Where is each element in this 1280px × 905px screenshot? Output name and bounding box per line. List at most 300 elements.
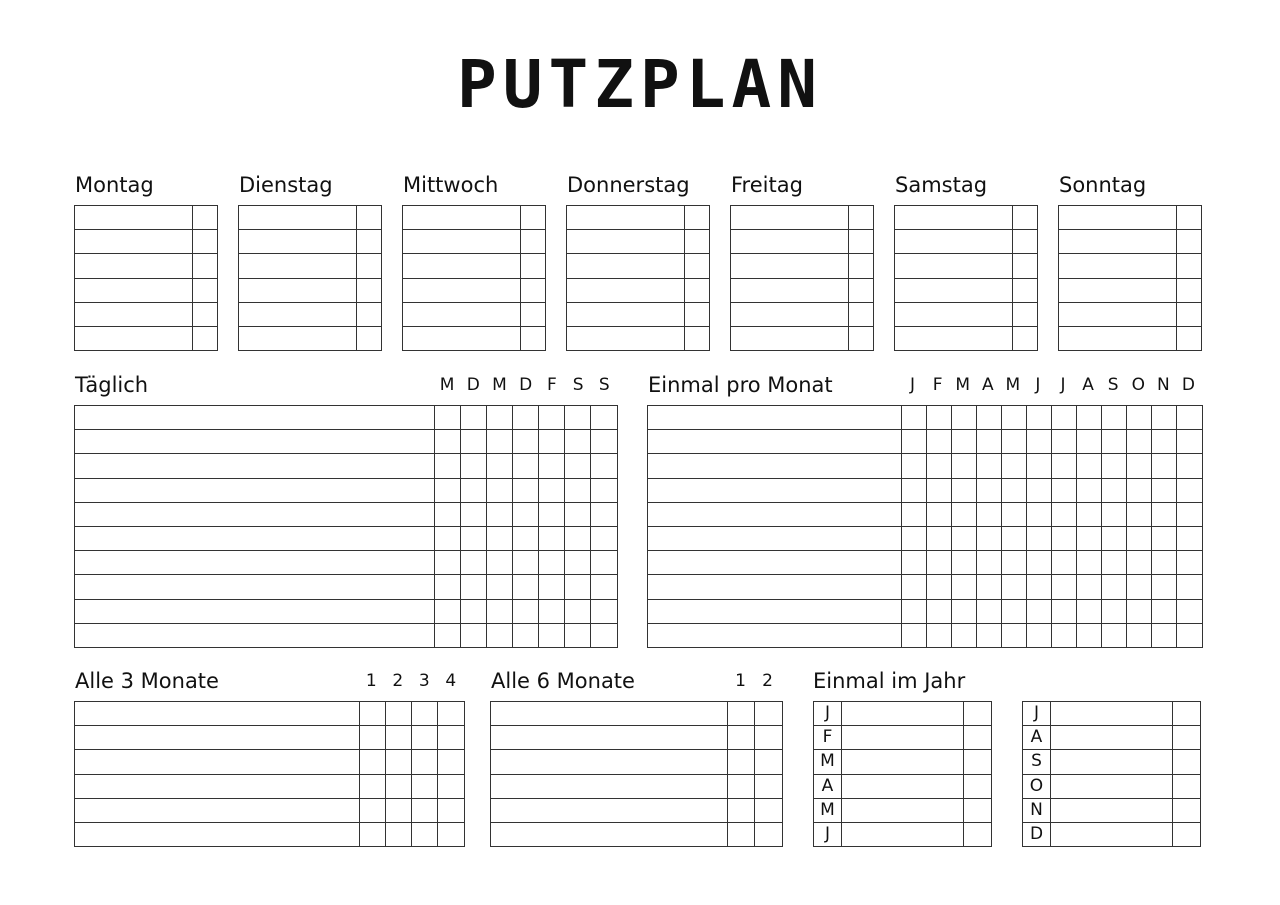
- checkbox-cell[interactable]: [1127, 599, 1152, 623]
- task-entry-cell[interactable]: [403, 278, 521, 302]
- checkbox-cell[interactable]: [487, 575, 513, 599]
- checkbox-cell[interactable]: [565, 454, 591, 478]
- checkbox-cell[interactable]: [902, 454, 927, 478]
- checkbox-cell[interactable]: [977, 454, 1002, 478]
- checkbox-cell[interactable]: [728, 702, 755, 726]
- checkbox-cell[interactable]: [1013, 206, 1038, 230]
- task-entry-cell[interactable]: [403, 254, 521, 278]
- checkbox-cell[interactable]: [1077, 430, 1102, 454]
- checkbox-cell[interactable]: [521, 206, 546, 230]
- checkbox-cell[interactable]: [952, 623, 977, 647]
- checkbox-cell[interactable]: [902, 623, 927, 647]
- checkbox-cell[interactable]: [487, 623, 513, 647]
- checkbox-cell[interactable]: [360, 774, 386, 798]
- checkbox-cell[interactable]: [1013, 254, 1038, 278]
- task-entry-cell[interactable]: [75, 599, 435, 623]
- checkbox-cell[interactable]: [1152, 430, 1177, 454]
- checkbox-cell[interactable]: [1002, 599, 1027, 623]
- task-entry-cell[interactable]: [75, 798, 360, 822]
- checkbox-cell[interactable]: [1177, 230, 1202, 254]
- checkbox-cell[interactable]: [461, 575, 487, 599]
- checkbox-cell[interactable]: [1052, 478, 1077, 502]
- checkbox-cell[interactable]: [1127, 502, 1152, 526]
- task-entry-cell[interactable]: [75, 206, 193, 230]
- task-entry-cell[interactable]: [842, 798, 964, 822]
- task-entry-cell[interactable]: [1059, 206, 1177, 230]
- checkbox-cell[interactable]: [438, 750, 465, 774]
- checkbox-cell[interactable]: [438, 798, 465, 822]
- checkbox-cell[interactable]: [1027, 623, 1052, 647]
- checkbox-cell[interactable]: [591, 599, 618, 623]
- checkbox-cell[interactable]: [386, 750, 412, 774]
- task-entry-cell[interactable]: [1059, 230, 1177, 254]
- checkbox-cell[interactable]: [539, 526, 565, 550]
- task-entry-cell[interactable]: [1051, 798, 1173, 822]
- checkbox-cell[interactable]: [1102, 526, 1127, 550]
- checkbox-cell[interactable]: [1152, 526, 1177, 550]
- task-entry-cell[interactable]: [1059, 254, 1177, 278]
- checkbox-cell[interactable]: [1177, 623, 1203, 647]
- checkbox-cell[interactable]: [438, 726, 465, 750]
- checkbox-cell[interactable]: [1152, 551, 1177, 575]
- checkbox-cell[interactable]: [435, 502, 461, 526]
- task-entry-cell[interactable]: [648, 623, 902, 647]
- task-entry-cell[interactable]: [648, 551, 902, 575]
- checkbox-cell[interactable]: [1173, 798, 1201, 822]
- checkbox-cell[interactable]: [521, 230, 546, 254]
- checkbox-cell[interactable]: [1052, 430, 1077, 454]
- task-entry-cell[interactable]: [895, 278, 1013, 302]
- checkbox-cell[interactable]: [412, 750, 438, 774]
- task-entry-cell[interactable]: [75, 454, 435, 478]
- checkbox-cell[interactable]: [902, 406, 927, 430]
- task-entry-cell[interactable]: [567, 326, 685, 350]
- checkbox-cell[interactable]: [1152, 599, 1177, 623]
- checkbox-cell[interactable]: [487, 478, 513, 502]
- checkbox-cell[interactable]: [1177, 254, 1202, 278]
- checkbox-cell[interactable]: [539, 430, 565, 454]
- checkbox-cell[interactable]: [1102, 454, 1127, 478]
- checkbox-cell[interactable]: [521, 326, 546, 350]
- checkbox-cell[interactable]: [952, 575, 977, 599]
- task-entry-cell[interactable]: [842, 774, 964, 798]
- checkbox-cell[interactable]: [1177, 526, 1203, 550]
- checkbox-cell[interactable]: [1002, 502, 1027, 526]
- task-entry-cell[interactable]: [648, 454, 902, 478]
- checkbox-cell[interactable]: [521, 278, 546, 302]
- checkbox-cell[interactable]: [513, 478, 539, 502]
- checkbox-cell[interactable]: [1027, 526, 1052, 550]
- checkbox-cell[interactable]: [1077, 502, 1102, 526]
- task-entry-cell[interactable]: [648, 430, 902, 454]
- task-entry-cell[interactable]: [731, 254, 849, 278]
- checkbox-cell[interactable]: [977, 526, 1002, 550]
- checkbox-cell[interactable]: [1152, 623, 1177, 647]
- task-entry-cell[interactable]: [75, 502, 435, 526]
- checkbox-cell[interactable]: [1177, 502, 1203, 526]
- checkbox-cell[interactable]: [1177, 326, 1202, 350]
- checkbox-cell[interactable]: [1077, 526, 1102, 550]
- checkbox-cell[interactable]: [591, 526, 618, 550]
- task-entry-cell[interactable]: [239, 206, 357, 230]
- task-entry-cell[interactable]: [491, 726, 728, 750]
- checkbox-cell[interactable]: [1027, 551, 1052, 575]
- checkbox-cell[interactable]: [193, 302, 218, 326]
- checkbox-cell[interactable]: [565, 599, 591, 623]
- checkbox-cell[interactable]: [591, 430, 618, 454]
- checkbox-cell[interactable]: [977, 502, 1002, 526]
- task-entry-cell[interactable]: [491, 702, 728, 726]
- checkbox-cell[interactable]: [539, 406, 565, 430]
- checkbox-cell[interactable]: [412, 774, 438, 798]
- checkbox-cell[interactable]: [521, 302, 546, 326]
- checkbox-cell[interactable]: [755, 798, 783, 822]
- checkbox-cell[interactable]: [1027, 478, 1052, 502]
- checkbox-cell[interactable]: [927, 478, 952, 502]
- checkbox-cell[interactable]: [728, 822, 755, 846]
- checkbox-cell[interactable]: [1077, 454, 1102, 478]
- checkbox-cell[interactable]: [1102, 478, 1127, 502]
- checkbox-cell[interactable]: [1152, 502, 1177, 526]
- checkbox-cell[interactable]: [521, 254, 546, 278]
- task-entry-cell[interactable]: [75, 551, 435, 575]
- checkbox-cell[interactable]: [849, 302, 874, 326]
- task-entry-cell[interactable]: [842, 702, 964, 726]
- checkbox-cell[interactable]: [565, 551, 591, 575]
- task-entry-cell[interactable]: [895, 230, 1013, 254]
- checkbox-cell[interactable]: [461, 454, 487, 478]
- checkbox-cell[interactable]: [1052, 599, 1077, 623]
- task-entry-cell[interactable]: [75, 302, 193, 326]
- task-entry-cell[interactable]: [1051, 822, 1173, 846]
- checkbox-cell[interactable]: [755, 822, 783, 846]
- checkbox-cell[interactable]: [1127, 406, 1152, 430]
- checkbox-cell[interactable]: [952, 502, 977, 526]
- task-entry-cell[interactable]: [731, 326, 849, 350]
- checkbox-cell[interactable]: [1052, 551, 1077, 575]
- checkbox-cell[interactable]: [952, 406, 977, 430]
- checkbox-cell[interactable]: [1173, 750, 1201, 774]
- checkbox-cell[interactable]: [927, 526, 952, 550]
- checkbox-cell[interactable]: [435, 454, 461, 478]
- task-entry-cell[interactable]: [75, 254, 193, 278]
- checkbox-cell[interactable]: [513, 623, 539, 647]
- checkbox-cell[interactable]: [591, 502, 618, 526]
- checkbox-cell[interactable]: [927, 551, 952, 575]
- checkbox-cell[interactable]: [927, 454, 952, 478]
- checkbox-cell[interactable]: [386, 702, 412, 726]
- task-entry-cell[interactable]: [75, 526, 435, 550]
- checkbox-cell[interactable]: [357, 302, 382, 326]
- checkbox-cell[interactable]: [849, 206, 874, 230]
- task-entry-cell[interactable]: [567, 278, 685, 302]
- checkbox-cell[interactable]: [1102, 502, 1127, 526]
- checkbox-cell[interactable]: [435, 478, 461, 502]
- checkbox-cell[interactable]: [952, 430, 977, 454]
- checkbox-cell[interactable]: [435, 599, 461, 623]
- checkbox-cell[interactable]: [461, 406, 487, 430]
- checkbox-cell[interactable]: [964, 822, 992, 846]
- task-entry-cell[interactable]: [239, 326, 357, 350]
- checkbox-cell[interactable]: [539, 502, 565, 526]
- checkbox-cell[interactable]: [728, 774, 755, 798]
- checkbox-cell[interactable]: [591, 478, 618, 502]
- checkbox-cell[interactable]: [193, 254, 218, 278]
- checkbox-cell[interactable]: [539, 454, 565, 478]
- checkbox-cell[interactable]: [977, 478, 1002, 502]
- task-entry-cell[interactable]: [403, 302, 521, 326]
- checkbox-cell[interactable]: [412, 726, 438, 750]
- checkbox-cell[interactable]: [1052, 575, 1077, 599]
- checkbox-cell[interactable]: [461, 478, 487, 502]
- checkbox-cell[interactable]: [513, 575, 539, 599]
- checkbox-cell[interactable]: [902, 599, 927, 623]
- task-entry-cell[interactable]: [491, 822, 728, 846]
- checkbox-cell[interactable]: [977, 623, 1002, 647]
- task-entry-cell[interactable]: [731, 278, 849, 302]
- checkbox-cell[interactable]: [1027, 502, 1052, 526]
- checkbox-cell[interactable]: [902, 551, 927, 575]
- checkbox-cell[interactable]: [591, 575, 618, 599]
- task-entry-cell[interactable]: [75, 406, 435, 430]
- task-entry-cell[interactable]: [1051, 702, 1173, 726]
- checkbox-cell[interactable]: [755, 726, 783, 750]
- checkbox-cell[interactable]: [513, 406, 539, 430]
- checkbox-cell[interactable]: [565, 575, 591, 599]
- checkbox-cell[interactable]: [435, 406, 461, 430]
- checkbox-cell[interactable]: [438, 702, 465, 726]
- checkbox-cell[interactable]: [1177, 430, 1203, 454]
- checkbox-cell[interactable]: [685, 254, 710, 278]
- checkbox-cell[interactable]: [435, 551, 461, 575]
- checkbox-cell[interactable]: [565, 406, 591, 430]
- checkbox-cell[interactable]: [435, 430, 461, 454]
- checkbox-cell[interactable]: [487, 406, 513, 430]
- checkbox-cell[interactable]: [1102, 575, 1127, 599]
- checkbox-cell[interactable]: [1102, 430, 1127, 454]
- checkbox-cell[interactable]: [1177, 478, 1203, 502]
- checkbox-cell[interactable]: [1002, 406, 1027, 430]
- checkbox-cell[interactable]: [591, 551, 618, 575]
- checkbox-cell[interactable]: [193, 278, 218, 302]
- checkbox-cell[interactable]: [513, 551, 539, 575]
- checkbox-cell[interactable]: [1152, 575, 1177, 599]
- checkbox-cell[interactable]: [412, 702, 438, 726]
- checkbox-cell[interactable]: [1077, 575, 1102, 599]
- checkbox-cell[interactable]: [487, 430, 513, 454]
- task-entry-cell[interactable]: [842, 750, 964, 774]
- task-entry-cell[interactable]: [75, 430, 435, 454]
- checkbox-cell[interactable]: [977, 430, 1002, 454]
- task-entry-cell[interactable]: [842, 726, 964, 750]
- checkbox-cell[interactable]: [565, 430, 591, 454]
- task-entry-cell[interactable]: [648, 575, 902, 599]
- checkbox-cell[interactable]: [360, 798, 386, 822]
- checkbox-cell[interactable]: [1052, 454, 1077, 478]
- checkbox-cell[interactable]: [927, 575, 952, 599]
- task-entry-cell[interactable]: [75, 623, 435, 647]
- checkbox-cell[interactable]: [1102, 551, 1127, 575]
- checkbox-cell[interactable]: [1002, 478, 1027, 502]
- checkbox-cell[interactable]: [438, 822, 465, 846]
- checkbox-cell[interactable]: [591, 454, 618, 478]
- task-entry-cell[interactable]: [403, 326, 521, 350]
- checkbox-cell[interactable]: [964, 702, 992, 726]
- task-entry-cell[interactable]: [648, 599, 902, 623]
- checkbox-cell[interactable]: [357, 278, 382, 302]
- checkbox-cell[interactable]: [1013, 302, 1038, 326]
- checkbox-cell[interactable]: [1077, 551, 1102, 575]
- checkbox-cell[interactable]: [360, 822, 386, 846]
- checkbox-cell[interactable]: [1052, 502, 1077, 526]
- task-entry-cell[interactable]: [895, 326, 1013, 350]
- checkbox-cell[interactable]: [1102, 623, 1127, 647]
- checkbox-cell[interactable]: [513, 502, 539, 526]
- task-entry-cell[interactable]: [239, 254, 357, 278]
- checkbox-cell[interactable]: [487, 599, 513, 623]
- checkbox-cell[interactable]: [1127, 430, 1152, 454]
- checkbox-cell[interactable]: [1127, 551, 1152, 575]
- checkbox-cell[interactable]: [487, 526, 513, 550]
- checkbox-cell[interactable]: [964, 726, 992, 750]
- checkbox-cell[interactable]: [1127, 623, 1152, 647]
- task-entry-cell[interactable]: [75, 726, 360, 750]
- task-entry-cell[interactable]: [239, 278, 357, 302]
- task-entry-cell[interactable]: [567, 254, 685, 278]
- checkbox-cell[interactable]: [964, 798, 992, 822]
- checkbox-cell[interactable]: [964, 774, 992, 798]
- checkbox-cell[interactable]: [1013, 326, 1038, 350]
- checkbox-cell[interactable]: [1027, 406, 1052, 430]
- task-entry-cell[interactable]: [1059, 326, 1177, 350]
- checkbox-cell[interactable]: [591, 623, 618, 647]
- checkbox-cell[interactable]: [1177, 551, 1203, 575]
- task-entry-cell[interactable]: [403, 230, 521, 254]
- checkbox-cell[interactable]: [755, 750, 783, 774]
- checkbox-cell[interactable]: [977, 551, 1002, 575]
- task-entry-cell[interactable]: [1059, 278, 1177, 302]
- checkbox-cell[interactable]: [539, 599, 565, 623]
- checkbox-cell[interactable]: [360, 750, 386, 774]
- task-entry-cell[interactable]: [75, 230, 193, 254]
- checkbox-cell[interactable]: [539, 575, 565, 599]
- task-entry-cell[interactable]: [648, 502, 902, 526]
- checkbox-cell[interactable]: [565, 502, 591, 526]
- task-entry-cell[interactable]: [75, 278, 193, 302]
- checkbox-cell[interactable]: [728, 726, 755, 750]
- checkbox-cell[interactable]: [513, 430, 539, 454]
- checkbox-cell[interactable]: [952, 478, 977, 502]
- checkbox-cell[interactable]: [685, 278, 710, 302]
- checkbox-cell[interactable]: [461, 551, 487, 575]
- checkbox-cell[interactable]: [386, 798, 412, 822]
- checkbox-cell[interactable]: [1177, 206, 1202, 230]
- task-entry-cell[interactable]: [895, 254, 1013, 278]
- checkbox-cell[interactable]: [386, 726, 412, 750]
- checkbox-cell[interactable]: [1173, 774, 1201, 798]
- checkbox-cell[interactable]: [685, 326, 710, 350]
- checkbox-cell[interactable]: [461, 502, 487, 526]
- checkbox-cell[interactable]: [1027, 454, 1052, 478]
- checkbox-cell[interactable]: [927, 623, 952, 647]
- checkbox-cell[interactable]: [565, 623, 591, 647]
- checkbox-cell[interactable]: [964, 750, 992, 774]
- checkbox-cell[interactable]: [849, 278, 874, 302]
- checkbox-cell[interactable]: [1173, 702, 1201, 726]
- checkbox-cell[interactable]: [357, 326, 382, 350]
- checkbox-cell[interactable]: [902, 526, 927, 550]
- task-entry-cell[interactable]: [1051, 726, 1173, 750]
- task-entry-cell[interactable]: [75, 575, 435, 599]
- checkbox-cell[interactable]: [360, 726, 386, 750]
- task-entry-cell[interactable]: [75, 326, 193, 350]
- checkbox-cell[interactable]: [1152, 478, 1177, 502]
- checkbox-cell[interactable]: [728, 750, 755, 774]
- task-entry-cell[interactable]: [648, 406, 902, 430]
- checkbox-cell[interactable]: [1152, 454, 1177, 478]
- task-entry-cell[interactable]: [895, 206, 1013, 230]
- checkbox-cell[interactable]: [513, 454, 539, 478]
- checkbox-cell[interactable]: [539, 551, 565, 575]
- checkbox-cell[interactable]: [513, 599, 539, 623]
- checkbox-cell[interactable]: [849, 326, 874, 350]
- checkbox-cell[interactable]: [1013, 230, 1038, 254]
- task-entry-cell[interactable]: [403, 206, 521, 230]
- checkbox-cell[interactable]: [1002, 575, 1027, 599]
- checkbox-cell[interactable]: [193, 326, 218, 350]
- checkbox-cell[interactable]: [902, 502, 927, 526]
- checkbox-cell[interactable]: [927, 430, 952, 454]
- task-entry-cell[interactable]: [567, 230, 685, 254]
- checkbox-cell[interactable]: [902, 430, 927, 454]
- task-entry-cell[interactable]: [648, 526, 902, 550]
- checkbox-cell[interactable]: [438, 774, 465, 798]
- checkbox-cell[interactable]: [386, 822, 412, 846]
- checkbox-cell[interactable]: [461, 599, 487, 623]
- checkbox-cell[interactable]: [1027, 430, 1052, 454]
- checkbox-cell[interactable]: [927, 599, 952, 623]
- checkbox-cell[interactable]: [1173, 726, 1201, 750]
- task-entry-cell[interactable]: [75, 750, 360, 774]
- checkbox-cell[interactable]: [193, 230, 218, 254]
- task-entry-cell[interactable]: [895, 302, 1013, 326]
- checkbox-cell[interactable]: [1102, 406, 1127, 430]
- checkbox-cell[interactable]: [977, 406, 1002, 430]
- task-entry-cell[interactable]: [1059, 302, 1177, 326]
- checkbox-cell[interactable]: [461, 430, 487, 454]
- checkbox-cell[interactable]: [849, 230, 874, 254]
- checkbox-cell[interactable]: [1127, 575, 1152, 599]
- checkbox-cell[interactable]: [591, 406, 618, 430]
- checkbox-cell[interactable]: [539, 478, 565, 502]
- checkbox-cell[interactable]: [1027, 599, 1052, 623]
- task-entry-cell[interactable]: [75, 822, 360, 846]
- checkbox-cell[interactable]: [1077, 406, 1102, 430]
- checkbox-cell[interactable]: [1052, 623, 1077, 647]
- checkbox-cell[interactable]: [357, 230, 382, 254]
- checkbox-cell[interactable]: [1052, 526, 1077, 550]
- checkbox-cell[interactable]: [435, 526, 461, 550]
- task-entry-cell[interactable]: [75, 702, 360, 726]
- checkbox-cell[interactable]: [193, 206, 218, 230]
- checkbox-cell[interactable]: [435, 623, 461, 647]
- task-entry-cell[interactable]: [1051, 774, 1173, 798]
- checkbox-cell[interactable]: [1177, 599, 1203, 623]
- task-entry-cell[interactable]: [731, 302, 849, 326]
- checkbox-cell[interactable]: [357, 254, 382, 278]
- checkbox-cell[interactable]: [1177, 302, 1202, 326]
- checkbox-cell[interactable]: [1173, 822, 1201, 846]
